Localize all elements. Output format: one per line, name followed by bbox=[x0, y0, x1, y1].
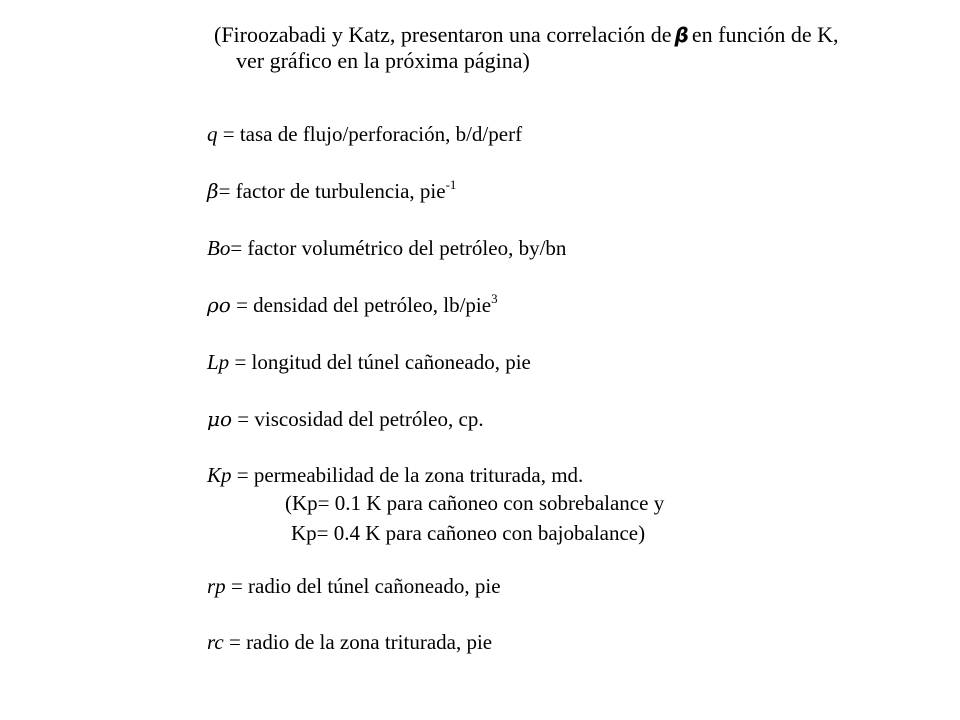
kp-conditions bbox=[207, 488, 664, 548]
kp-condition-overbalance: (Kp= 0.1 K para cañoneo con sobrebalance y bbox=[285, 491, 665, 515]
definition-equals: = bbox=[229, 350, 252, 374]
definition-equals: = bbox=[225, 574, 249, 598]
definition-mu-o bbox=[207, 406, 484, 432]
intro-text-before: (Firoozabadi y Katz, presentaron una correlación de bbox=[214, 22, 672, 47]
definition-equals: = bbox=[231, 463, 254, 487]
definition-rp bbox=[207, 573, 501, 599]
intro-note bbox=[214, 22, 934, 74]
kp-condition-underbalance: Kp= 0.4 K para cañoneo con bajobalance) bbox=[291, 521, 646, 545]
definition-equals: = bbox=[223, 630, 247, 654]
definition-rho-o bbox=[207, 292, 498, 318]
definition-equals: = bbox=[230, 293, 254, 317]
definition-equals: = bbox=[217, 122, 240, 146]
definition-bo bbox=[207, 235, 566, 261]
definition-kp bbox=[207, 462, 664, 548]
definition-symbol: Bo bbox=[207, 236, 231, 260]
definition-equals: = bbox=[230, 236, 248, 260]
intro-note-line-2: ver gráfico en la próxima página) bbox=[236, 48, 530, 73]
definition-symbol: rp bbox=[207, 574, 226, 598]
definition-text: densidad del petróleo, lb/pie bbox=[253, 293, 492, 317]
definition-text: factor de turbulencia, pie bbox=[235, 179, 446, 203]
definition-symbol: β bbox=[207, 179, 219, 203]
definition-symbol: μo bbox=[207, 407, 233, 431]
definition-text: radio del túnel cañoneado, pie bbox=[248, 574, 501, 598]
intro-text-after: en función de K, bbox=[691, 22, 839, 47]
definition-equals: = bbox=[232, 407, 255, 431]
definition-kp-main bbox=[207, 462, 664, 488]
definition-symbol: ρo bbox=[207, 293, 231, 317]
definition-equals: = bbox=[218, 179, 236, 203]
definition-text: permeabilidad de la zona triturada, md. bbox=[253, 463, 584, 487]
definition-superscript: -1 bbox=[445, 177, 457, 192]
definition-symbol: rc bbox=[207, 630, 224, 654]
definition-text: tasa de flujo/perforación, b/d/perf bbox=[239, 122, 523, 146]
definition-symbol: Kp bbox=[207, 463, 232, 487]
intro-note-line-1 bbox=[214, 22, 934, 48]
definition-text: radio de la zona triturada, pie bbox=[246, 630, 493, 654]
definition-superscript: 3 bbox=[491, 291, 498, 306]
definition-text: factor volumétrico del petróleo, by/bn bbox=[247, 236, 567, 260]
beta-symbol: β bbox=[674, 23, 689, 47]
definition-rc bbox=[207, 629, 492, 655]
definition-symbol: Lp bbox=[207, 350, 230, 374]
definition-q bbox=[207, 121, 522, 147]
definition-beta bbox=[207, 178, 456, 204]
definition-text: viscosidad del petróleo, cp. bbox=[254, 407, 484, 431]
definition-symbol: q bbox=[207, 122, 218, 146]
definition-lp bbox=[207, 349, 531, 375]
definition-text: longitud del túnel cañoneado, pie bbox=[251, 350, 531, 374]
